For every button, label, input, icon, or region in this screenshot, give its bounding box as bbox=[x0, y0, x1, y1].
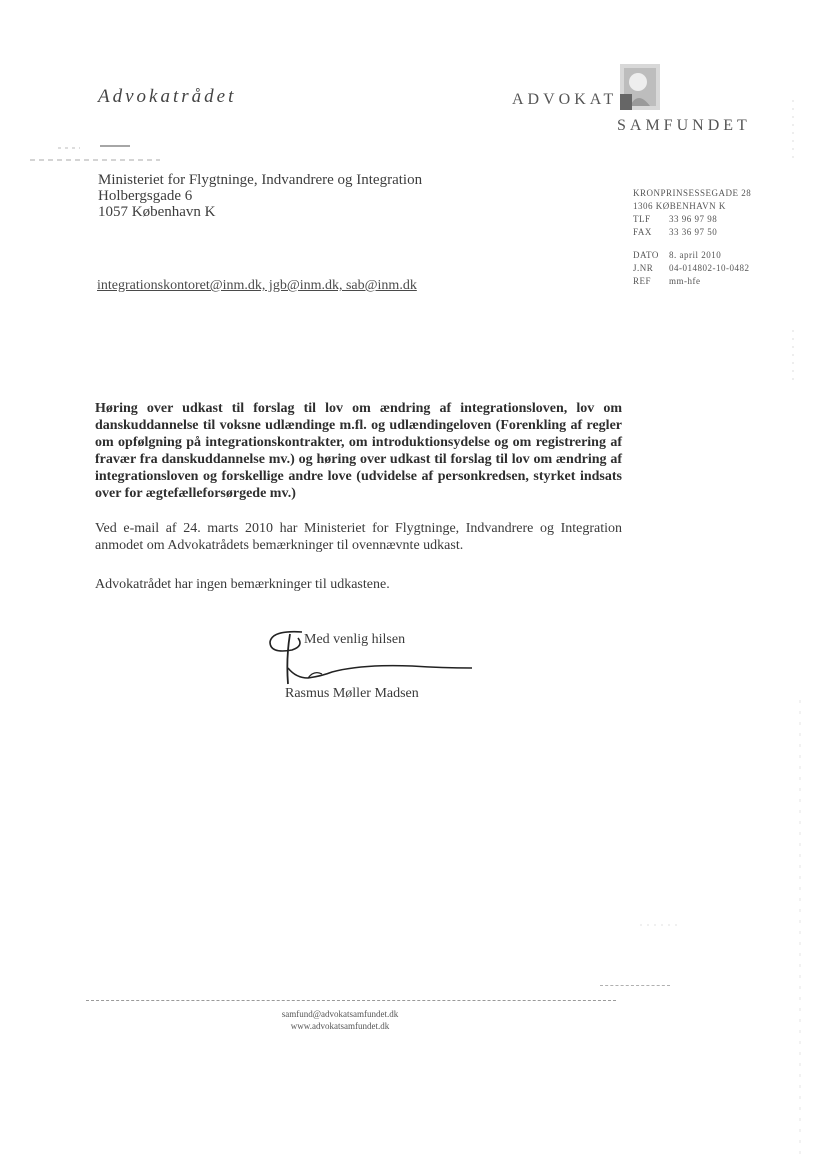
sender-phone-row bbox=[633, 213, 751, 226]
signer-name: Rasmus Møller Madsen bbox=[285, 686, 419, 701]
logo-emblem-icon bbox=[620, 64, 660, 110]
reference-value: mm-hfe bbox=[669, 276, 701, 286]
phone-label: TLF bbox=[633, 214, 651, 224]
recipient-street: Holbergsgade 6 bbox=[98, 188, 193, 204]
footer-email[interactable]: samfund@advokatsamfundet.dk bbox=[281, 1009, 399, 1019]
sender-street: KRONPRINSESSEGADE 28 bbox=[633, 188, 752, 198]
recipient-address bbox=[98, 172, 422, 220]
letter-paragraph-2: Advokatrådet har ingen bemærkninger til udkastene. bbox=[95, 577, 390, 592]
footer-divider bbox=[86, 1000, 616, 1001]
recipient-city: 1057 København K bbox=[98, 204, 216, 220]
closing-greeting: Med venlig hilsen bbox=[304, 632, 406, 647]
council-name: Advokatrådet bbox=[98, 86, 237, 107]
recipient-name: Ministeriet for Flygtninge, Indvandrere og Integration bbox=[98, 172, 423, 188]
reference-row bbox=[633, 275, 751, 288]
letter-subject: Høring over udkast til forslag til lov om ændring af integrationsloven, lov om danskuddannelse til voksne udlændinge m.fl. og udlændingeloven (Forenkling af regler om opfølgning på integrationskontrakter, om introduktionsydelse og om registrering af fravær fra danskuddannelse mv.) og høring over udkast til forslag til lov om ændring af integrationsloven og forskellige andre love (udvidelse af personkredsen, styrket indsats over for ægtefælleforsørgede mv.) bbox=[95, 401, 622, 501]
letter-paragraph-1: Ved e-mail af 24. marts 2010 har Ministeriet for Flygtninge, Indvandrere og Integration anmodet om Advokatrådets bemærkninger til ovennævnte udkast. bbox=[95, 521, 622, 553]
date-value: 8. april 2010 bbox=[669, 250, 722, 260]
journal-row bbox=[633, 262, 751, 275]
sender-city: 1306 KØBENHAVN K bbox=[633, 201, 726, 211]
journal-label: J.NR bbox=[633, 263, 654, 273]
sender-fax-row bbox=[633, 226, 751, 239]
date-label: DATO bbox=[633, 250, 659, 260]
brand-wordmark-bottom: SAMFUNDET bbox=[617, 117, 751, 134]
footer-divider-short bbox=[600, 985, 670, 986]
footer-contact bbox=[230, 1008, 450, 1032]
journal-value: 04-014802-10-0482 bbox=[669, 263, 750, 273]
phone-value: 33 96 97 98 bbox=[669, 214, 718, 224]
fax-label: FAX bbox=[633, 227, 652, 237]
reference-label: REF bbox=[633, 276, 652, 286]
sender-info bbox=[633, 187, 751, 288]
fax-value: 33 36 97 50 bbox=[669, 227, 718, 237]
date-row bbox=[633, 249, 751, 262]
brand-wordmark-top: ADVOKAT bbox=[512, 91, 618, 108]
recipient-emails[interactable]: integrationskontoret@inm.dk, jgb@inm.dk, sab@inm.dk bbox=[97, 278, 417, 293]
footer-website[interactable]: www.advokatsamfundet.dk bbox=[290, 1021, 390, 1031]
